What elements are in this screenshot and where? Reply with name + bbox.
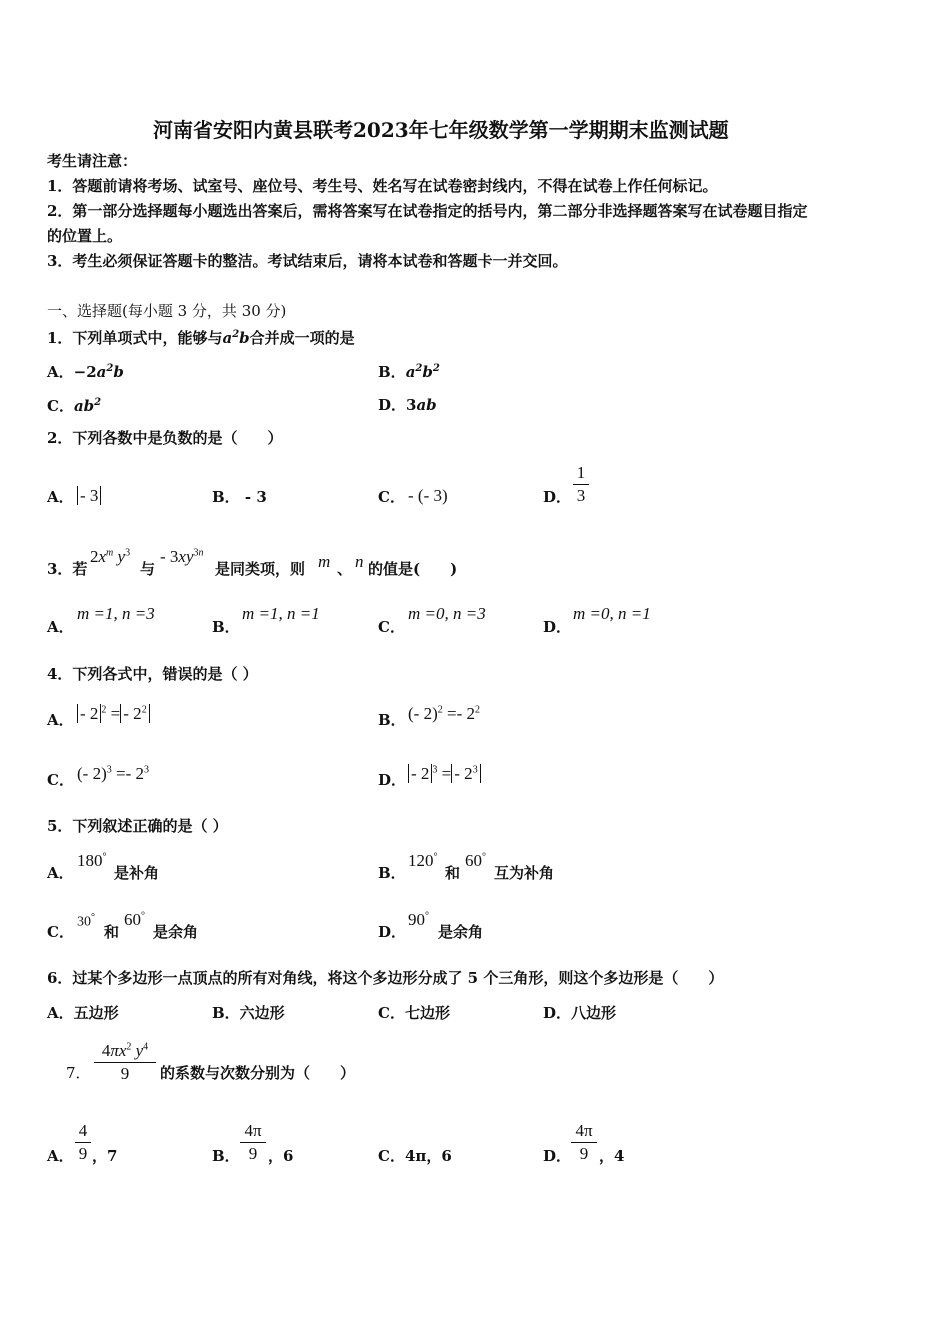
notice-item: 2．第一部分选择题每小题选出答案后，需将答案写在试卷指定的括号内，第二部分非选择题答案写在试卷题目指定: [47, 202, 808, 220]
q4-option-d[interactable]: D．: [378, 771, 407, 789]
q5-option-b-math1: 120°: [408, 851, 438, 870]
option-math: $a^2b$: [96, 363, 124, 381]
q5-option-a[interactable]: A．: [47, 864, 74, 882]
fraction-bar: [94, 1062, 156, 1063]
q7-option-b-text: ，6: [268, 1147, 294, 1165]
denominator: 9: [78, 1144, 88, 1163]
q5-option-c-math2: 60°: [124, 910, 145, 929]
q7-option-a-text: ，7: [92, 1147, 118, 1165]
q1-expression: $a^2b$: [222, 329, 250, 347]
q5-option-a-text: 是补角: [114, 864, 160, 882]
numerator: 4π: [244, 1121, 262, 1140]
q3-option-c-math: m =0, n =3: [408, 604, 486, 623]
q5-option-d-math: 90°: [408, 910, 429, 929]
angle: 120: [408, 851, 434, 870]
question-7-number: 7．: [66, 1064, 91, 1082]
q1-pre: 1．下列单项式中，能够与: [47, 329, 223, 347]
q6-option-b[interactable]: B．六边形: [212, 1004, 285, 1022]
q7-option-c[interactable]: C．4π，6: [378, 1147, 452, 1165]
q3-option-d-math: m =0, n =1: [573, 604, 651, 623]
abs-value: - 3: [77, 486, 101, 505]
option-label: B．: [378, 363, 406, 381]
numerator: 4: [78, 1121, 88, 1140]
fraction-bar: [240, 1142, 266, 1143]
q3-option-a-math: m =1, n =3: [77, 604, 155, 623]
page-title: 河南省安阳内黄县联考2023年七年级数学第一学期期末监测试题: [153, 118, 729, 142]
q6-option-d[interactable]: D．八边形: [543, 1004, 617, 1022]
q7-option-d-text: ，4: [599, 1147, 625, 1165]
q3-option-b[interactable]: B．: [212, 618, 240, 636]
q3-term2: - $3xy^{3n}$: [160, 547, 204, 566]
q6-option-a[interactable]: A．五边形: [47, 1004, 119, 1022]
q3-option-b-math: m =1, n =1: [242, 604, 320, 623]
q3-mid2: 是同类项，则: [215, 560, 306, 578]
q4-option-b[interactable]: B．: [378, 711, 406, 729]
option-math: 3: [406, 396, 417, 414]
question-7-stem: 的系数与次数分别为（ ）: [160, 1064, 356, 1082]
q1-post: 合并成一项的是: [249, 329, 355, 347]
notice-heading: 考生请注意：: [47, 152, 138, 170]
angle: 30: [77, 914, 91, 930]
q2-option-a[interactable]: A．: [47, 488, 74, 506]
section-heading: 一、选择题(每小题 3 分，共 30 分): [47, 302, 287, 320]
notice-item: 的位置上。: [47, 227, 123, 245]
question-1-stem: [47, 330, 355, 346]
q4-option-a[interactable]: A．: [47, 711, 74, 729]
denominator: 9: [120, 1064, 130, 1083]
q3-mid1: 与: [140, 560, 156, 578]
q3-option-c[interactable]: C．: [378, 618, 405, 636]
angle: 60: [124, 910, 141, 929]
denominator: 3: [576, 486, 586, 505]
q4-option-c[interactable]: C．: [47, 771, 74, 789]
notice-item: 3．考生必须保证答题卡的整洁。考试结束后，请将本试卷和答题卡一并交回。: [47, 252, 568, 270]
q3-var-m: m: [318, 552, 331, 571]
fraction-bar: [573, 484, 589, 485]
option-math: $a^2b^2$: [405, 363, 440, 381]
question-4-stem: 4．下列各式中，错误的是（ ）: [47, 665, 258, 683]
q6-option-c[interactable]: C．七边形: [378, 1004, 450, 1022]
q7-option-b-fraction: [240, 1121, 266, 1164]
numerator: 4π: [575, 1121, 593, 1140]
q5-option-b-math2: 60°: [465, 851, 486, 870]
q7-option-a-fraction: [75, 1121, 91, 1164]
q5-option-b[interactable]: B．: [378, 864, 406, 882]
angle: 60: [465, 851, 482, 870]
q5-option-c[interactable]: C．: [47, 923, 74, 941]
q2-option-d[interactable]: D．: [543, 488, 572, 506]
q1-option-d[interactable]: [378, 398, 437, 413]
q3-var-n: n: [355, 552, 364, 571]
q4-option-d-math: - 2 $^3$ = - $2^3$: [408, 765, 481, 782]
angle: 180: [77, 851, 103, 870]
q5-option-c-math1: 30°: [77, 912, 95, 930]
option-math: $ab^2$: [73, 397, 102, 415]
option-math: −2: [73, 363, 97, 381]
numerator: 1: [576, 463, 586, 482]
q5-option-d[interactable]: D．: [378, 923, 407, 941]
q5-option-b-text: 互为补角: [494, 864, 555, 882]
q3-option-d[interactable]: D．: [543, 618, 572, 636]
option-math: ab: [416, 396, 437, 414]
q2-option-c[interactable]: C．: [378, 488, 405, 506]
q1-option-a[interactable]: [47, 364, 124, 380]
question-2-stem: 2．下列各数中是负数的是（ ）: [47, 429, 283, 447]
q1-option-b[interactable]: [378, 364, 440, 380]
numerator: $4\pi x^2$ $y^4$: [101, 1041, 149, 1060]
q7-option-d[interactable]: D．: [543, 1147, 572, 1165]
question-6-stem: 6．过某个多边形一点顶点的所有对角线，将这个多边形分成了 5 个三角形，则这个多边形是（ ）: [47, 969, 724, 987]
q5-option-b-and: 和: [445, 864, 461, 882]
q2-option-d-fraction: [573, 463, 589, 506]
denominator: 9: [579, 1144, 589, 1163]
q3-mid3: 、: [337, 560, 353, 578]
fraction-bar: [571, 1142, 597, 1143]
q5-option-a-math: 180°: [77, 851, 107, 870]
q7-expression: [94, 1041, 156, 1084]
fraction-bar: [75, 1142, 91, 1143]
option-label: C．: [47, 397, 74, 415]
denominator: 9: [248, 1144, 258, 1163]
q5-option-c-and: 和: [104, 923, 120, 941]
q4-option-b-math: (- $2)^2 =- 2^2$: [408, 704, 480, 723]
q5-option-c-text: 是余角: [153, 923, 199, 941]
notice-item: 1．答题前请将考场、试室号、座位号、考生号、姓名写在试卷密封线内，不得在试卷上作任何标记。: [47, 177, 718, 195]
option-label: D．: [378, 396, 407, 414]
question-5-stem: 5．下列叙述正确的是（ ）: [47, 817, 228, 835]
q2-option-c-math: - (- 3): [408, 486, 448, 505]
q2-option-b[interactable]: B． - 3: [212, 488, 267, 506]
q4-option-c-math: (- $2)^3 =- 2^3$: [77, 764, 149, 783]
q3-term1: $2x^m$ $y^3$: [90, 547, 131, 566]
option-label: A．: [47, 363, 74, 381]
q3-post: 的值是( ): [368, 560, 458, 578]
q7-option-d-fraction: [571, 1121, 597, 1164]
q5-option-d-text: 是余角: [438, 923, 484, 941]
angle: 90: [408, 910, 425, 929]
q7-option-b[interactable]: B．: [212, 1147, 240, 1165]
q1-option-c[interactable]: [47, 398, 101, 414]
q3-option-a[interactable]: A．: [47, 618, 74, 636]
question-3-stem-pre: 3．若: [47, 560, 88, 578]
q2-option-a-math: [77, 487, 101, 504]
q7-option-a[interactable]: A．: [47, 1147, 74, 1165]
q4-option-a-math: - 2 $^2$ = - $2^2$: [77, 705, 150, 722]
